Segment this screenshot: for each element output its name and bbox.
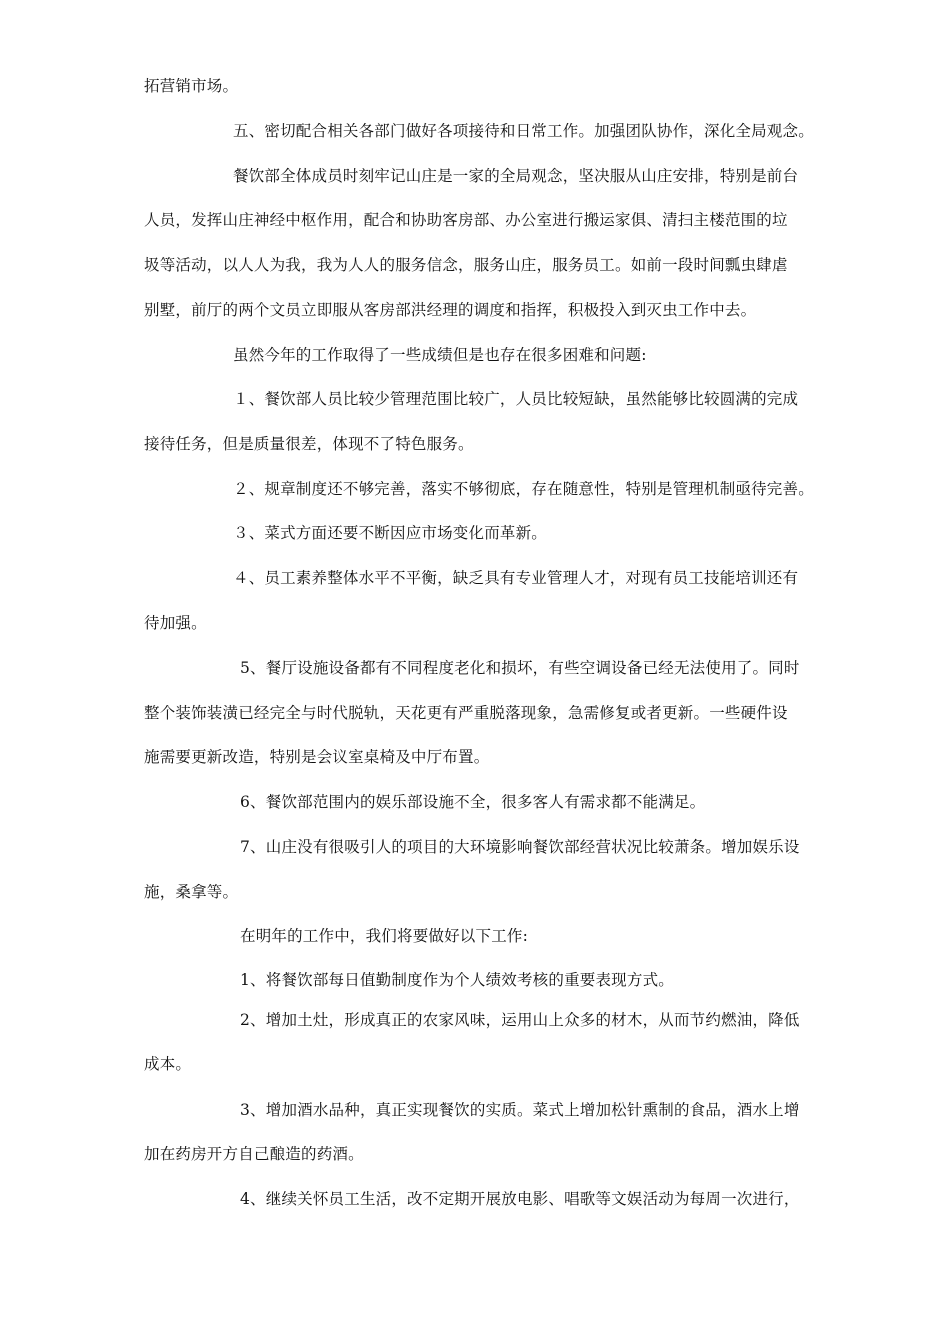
text-line: 加在药房开方自己酿造的药酒。 <box>144 1145 364 1163</box>
text-line: 在明年的工作中，我们将要做好以下工作: <box>240 927 529 945</box>
text-line: 餐饮部全体成员时刻牢记山庄是一家的全局观念，坚决服从山庄安排，特别是前台 <box>233 167 799 185</box>
text-line: 2、增加土灶，形成真正的农家风味，运用山上众多的材木，从而节约燃油，降低 <box>240 1011 800 1029</box>
text-line: 拓营销市场。 <box>144 77 239 95</box>
text-line: 6、餐饮部范围内的娱乐部设施不全，很多客人有需求都不能满足。 <box>240 793 706 811</box>
text-line: 圾等活动，以人人为我，我为人人的服务信念，服务山庄，服务员工。如前一段时间瓢虫肆虐 <box>144 256 788 274</box>
text-line: 5、餐厅设施设备都有不同程度老化和损坏，有些空调设备已经无法使用了。同时 <box>240 659 800 677</box>
text-line: ３、菜式方面还要不断因应市场变化而革新。 <box>233 524 548 542</box>
text-line: 7、山庄没有很吸引人的项目的大环境影响餐饮部经营状况比较萧条。增加娱乐设 <box>240 838 800 856</box>
text-line: １、餐饮部人员比较少管理范围比较广，人员比较短缺，虽然能够比较圆满的完成 <box>233 390 799 408</box>
text-line: ４、员工素养整体水平不平衡，缺乏具有专业管理人才，对现有员工技能培训还有 <box>233 569 799 587</box>
text-line: 人员，发挥山庄神经中枢作用，配合和协助客房部、办公室进行搬运家俱、清扫主楼范围的垃 <box>144 211 788 229</box>
text-line: 待加强。 <box>144 614 207 632</box>
text-line: 虽然今年的工作取得了一些成绩但是也存在很多困难和问题: <box>233 346 647 364</box>
text-line: 3、增加酒水品种，真正实现餐饮的实质。菜式上增加松针熏制的食品，酒水上增 <box>240 1101 800 1119</box>
text-line: 五、密切配合相关各部门做好各项接待和日常工作。加强团队协作，深化全局观念。 <box>233 122 814 140</box>
text-line: 施，桑拿等。 <box>144 883 239 901</box>
text-line: 接待任务，但是质量很差，体现不了特色服务。 <box>144 435 474 453</box>
text-line: 整个装饰装潢已经完全与时代脱轨，天花更有严重脱落现象，急需修复或者更新。一些硬件设 <box>144 704 788 722</box>
text-line: 别墅，前厅的两个文员立即服从客房部洪经理的调度和指挥，积极投入到灭虫工作中去。 <box>144 301 757 319</box>
text-line: 成本。 <box>144 1055 192 1073</box>
text-line: 4、继续关怀员工生活，改不定期开展放电影、唱歌等文娱活动为每周一次进行， <box>240 1190 800 1208</box>
text-line: ２、规章制度还不够完善，落实不够彻底，存在随意性，特别是管理机制亟待完善。 <box>233 480 814 498</box>
text-line: 施需要更新改造，特别是会议室桌椅及中厅布置。 <box>144 748 490 766</box>
text-line: 1、将餐饮部每日值勤制度作为个人绩效考核的重要表现方式。 <box>240 971 674 989</box>
